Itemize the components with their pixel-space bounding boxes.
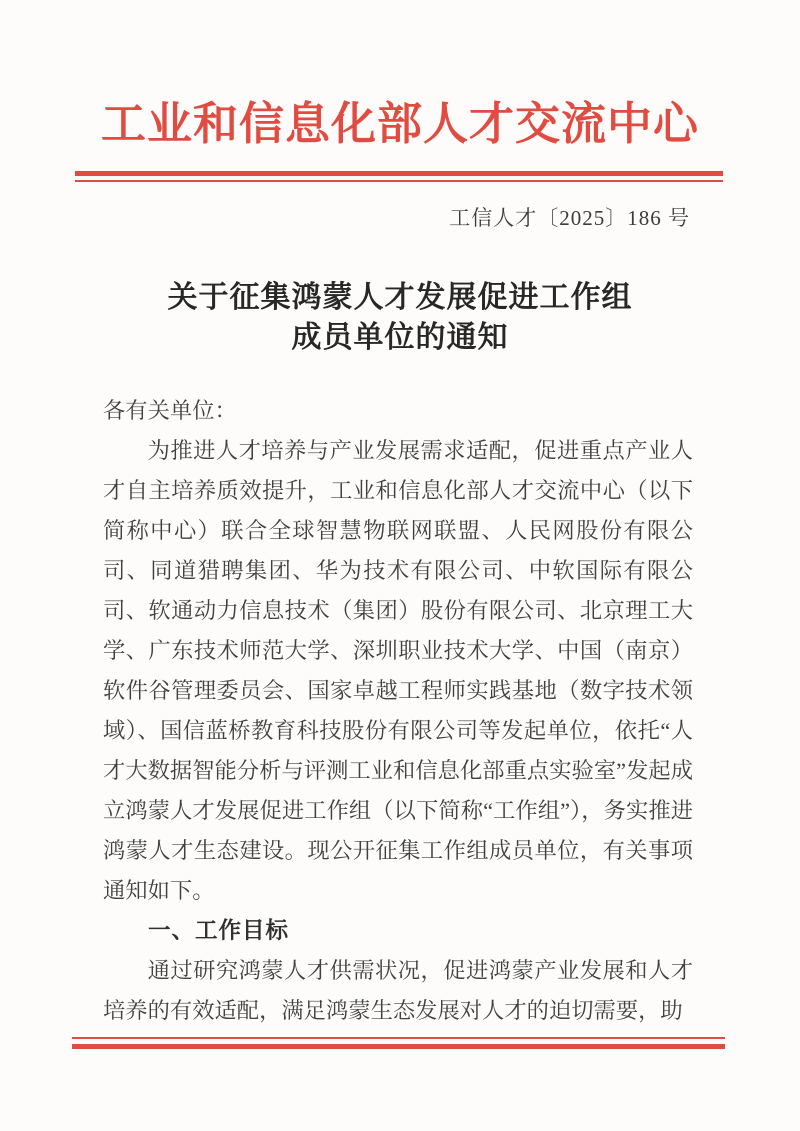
doc-number: 工信人才〔2025〕186 号 bbox=[449, 206, 690, 230]
document-title-line2: 成员单位的通知 bbox=[291, 321, 509, 354]
salutation: 各有关单位： bbox=[103, 398, 237, 423]
letterhead-title: 工业和信息化部人才交流中心 bbox=[100, 99, 699, 149]
section-paragraph-1: 通过研究鸿蒙人才供需状况，促进鸿蒙产业发展和人才培养的有效适配，满足鸿蒙生态发展对人才的迫切需要，助 bbox=[103, 958, 693, 1023]
letterhead-divider-thin-line bbox=[75, 180, 723, 182]
letterhead-divider bbox=[75, 171, 723, 182]
section-heading-work-goal: 一、工作目标 bbox=[148, 918, 290, 943]
document-title-line1: 关于征集鸿蒙人才发展促进工作组 bbox=[167, 281, 633, 314]
document-title bbox=[0, 278, 800, 358]
footer-divider bbox=[72, 1037, 725, 1049]
body-paragraph-1: 为推进人才培养与产业发展需求适配，促进重点产业人才自主培养质效提升，工业和信息化部人才交流中心（以下简称中心）联合全球智慧物联网联盟、人民网股份有限公司、同道猎聘集团、华为技术有限公司、中软国际有限公司、软通动力信息技术（集团）股份有限公司、北京理工大学、广东技术师范大学、深圳职业技术大学、中国（南京）软件谷管理委员会、国家卓越工程师实践基地（数字技术领域）、国信蓝桥教育科技股份有限公司等发起单位，依托“人才大数据智能分析与评测工业和信息化部重点实验室”发起成立鸿蒙人才发展促进工作组（以下简称“工作组”），务实推进鸿蒙人才生态建设。现公开征集工作组成员单位，有关事项通知如下。 bbox=[103, 438, 693, 903]
document-body bbox=[103, 391, 693, 1041]
footer-divider-thick-line bbox=[72, 1044, 725, 1049]
